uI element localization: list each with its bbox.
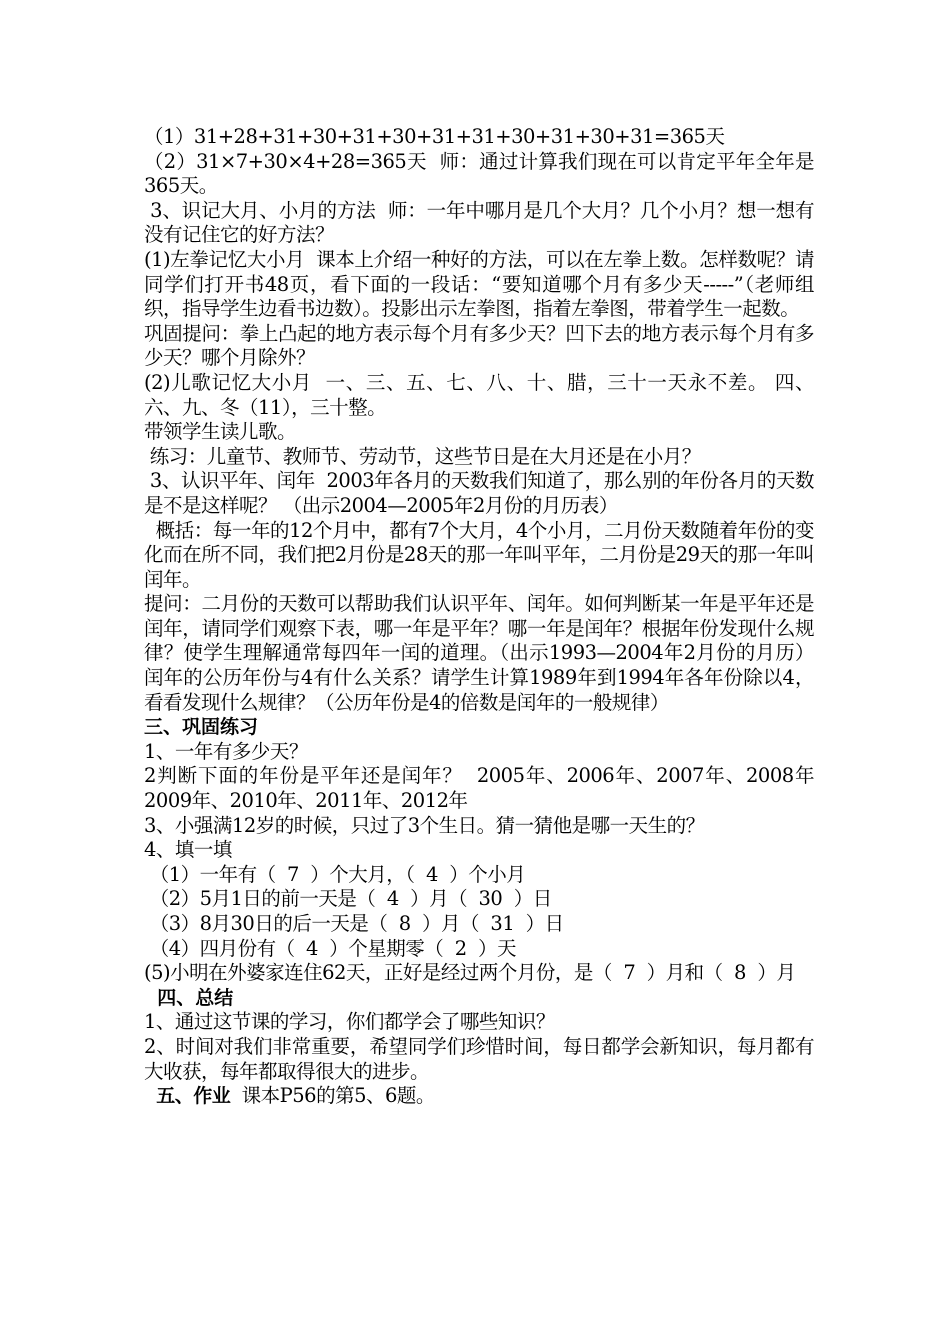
section-heading: 四、总结 [144,986,234,1009]
paragraph: 3、识记大月、小月的方法 师：一年中哪月是几个大月？几个小月？想一想有没有记住它的好方法？ [144,198,814,247]
homework-paragraph [144,1084,814,1109]
paragraph: 3、认识平年、闰年 2003年各月的天数我们知道了，那么别的年份各月的天数是不是这样呢？ （出示2004—2005年2月份的月历表） [144,469,814,517]
paragraph: （1）一年有（ 7 ）个大月，（ 4 ）个小月 [144,862,526,886]
paragraph: 2、时间对我们非常重要，希望同学们珍惜时间，每日都学会新知识，每月都有大收获，每年都取得很大的进步。 [144,1034,814,1083]
paragraph: （3）8月30日的后一天是（ 8 ）月（ 31 ）日 [144,912,564,935]
paragraph: 提问：二月份的天数可以帮助我们认识平年、闰年。如何判断某一年是平年还是闰年，请同学们观察下表，哪一年是平年？哪一年是闰年？根据年份发现什么规律？使学生理解通常每四年一闰的道理。（出示1993—2004年2月份的月历） 闰年的公历年份与4有什么关系？请学生计算1989年到1994年各年份除以4，看看发现什么规律？（公历年份是4的倍数是闰年的一般规律） [144,592,826,714]
paragraph: 4、填一填 [144,838,232,862]
document-body [144,125,826,1109]
paragraph: 1、一年有多少天？ [144,739,308,763]
paragraph: 巩固提问：拳上凸起的地方表示每个月有多少天？凹下去的地方表示每个月有多少天？哪个月除外？ [144,321,814,370]
section-heading: 五、作业 [144,1085,231,1108]
paragraph: (2)儿歌记忆大小月 一、三、五、七、八、十、腊，三十一天永不差。 四、六、九、冬（11），三十整。 [144,370,814,419]
paragraph: (5)小明在外婆家连住62天，正好是经过两个月份，是（ 7 ）月和（ 8 ）月 [144,961,796,985]
paragraph: (1)左拳记忆大小月 课本上介绍一种好的方法，可以在左拳上数。怎样数呢？请同学们打开书48页，看下面的一段话：“要知道哪个月有多少天-----”（老师组织，指导学生边看书边数）。投影出示左拳图，指着左拳图，带着学生一起数。 [144,247,814,321]
paragraph: 3、小强满12岁的时候，只过了3个生日。猜一猜他是哪一天生的？ [144,813,705,837]
paragraph: 练习：儿童节、教师节、劳动节，这些节日是在大月还是在小月？ [144,444,701,468]
paragraph: 1、通过这节课的学习，你们都学会了哪些知识？ [144,1010,555,1034]
paragraph: 2判断下面的年份是平年还是闰年？ 2005年、2006年、2007年、2008年 2009年、2010年、2011年、2012年 [144,764,826,813]
paragraph: （2）5月1日的前一天是（ 4 ）月（ 30 ）日 [144,887,552,911]
section-heading: 三、巩固练习 [144,716,259,739]
paragraph: 概括：每一年的12个月中，都有7个大月，4个小月，二月份天数随着年份的变化而在所不同，我们把2月份是28天的那一年叫平年，二月份是29天的那一年叫闰年。 [144,518,814,591]
paragraph: （1）31+28+31+30+31+30+31+31+30+31+30+31=365天 [144,125,725,148]
homework-text: 课本P56的第5、6题。 [230,1084,435,1108]
paragraph: （2）31×7+30×4+28=365天 师：通过计算我们现在可以肯定平年全年是365天。 [144,149,814,198]
paragraph: 带领学生读儿歌。 [144,420,297,444]
paragraph: （4）四月份有（ 4 ）个星期零（ 2 ）天 [144,936,517,960]
